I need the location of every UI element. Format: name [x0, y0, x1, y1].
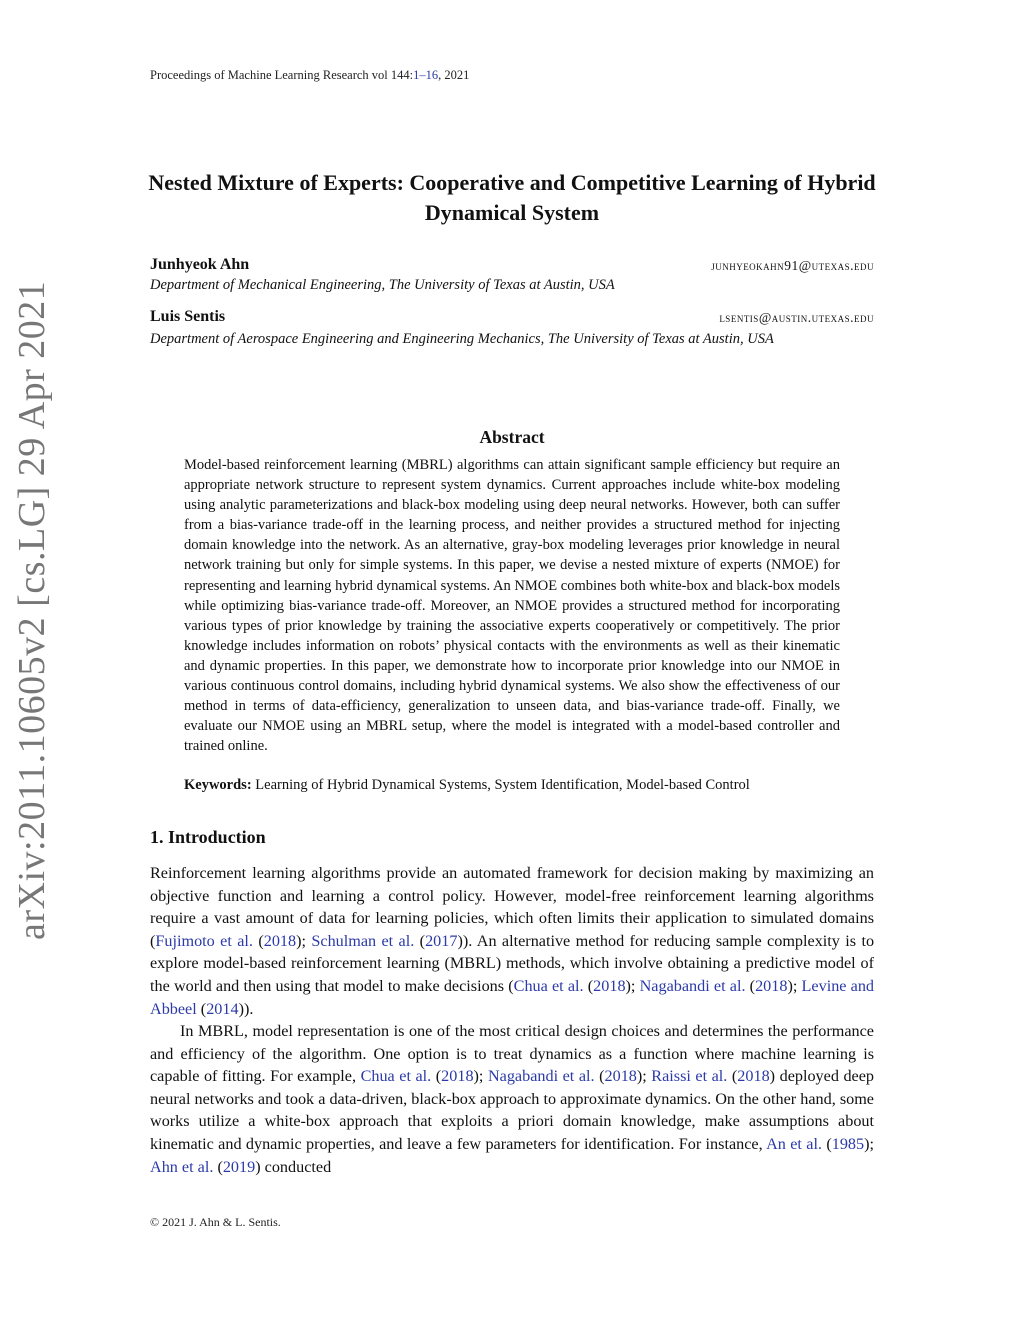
citation-link[interactable]: Ahn et al.	[150, 1157, 214, 1176]
header-suffix: , 2021	[438, 68, 470, 82]
citation-link[interactable]: Nagabandi et al.	[639, 976, 746, 995]
paragraph-text: (	[821, 1134, 832, 1153]
section-heading-introduction: 1. Introduction	[150, 827, 266, 847]
keywords-label: Keywords:	[184, 777, 252, 793]
paragraph-text: (	[583, 976, 594, 995]
abstract-heading: Abstract	[479, 427, 545, 447]
citation-link[interactable]: 2017	[425, 931, 458, 950]
paragraph-text: (	[213, 1157, 223, 1176]
citation-link[interactable]: Schulman et al.	[311, 931, 415, 950]
keywords-list: Learning of Hybrid Dynamical Systems, System Identification, Model-based Control	[255, 777, 750, 793]
paragraph-text: ) deployed deep neural networks and took a data-driven, black-box approach to approximate dynamics. On the other hand, some works utilize a white-box approach that exploits a priori domain knowledge, make assumptions about kinematic and dynamic properties, and leave a few parameters for identification. For instance,	[150, 1067, 875, 1153]
email-2-at: @	[758, 310, 772, 325]
citation-link[interactable]: Levine and Abbeel	[150, 976, 875, 1018]
intro-paragraph-2	[150, 1020, 874, 1178]
paragraph-text: (	[252, 931, 264, 950]
citation-link[interactable]: Chua et al.	[360, 1067, 432, 1086]
email-1-at: 91@	[784, 258, 812, 273]
paragraph-text: );	[787, 976, 802, 995]
citation-link[interactable]: 2018	[755, 976, 788, 995]
citation-link[interactable]: 2018	[263, 931, 297, 950]
author-email-2[interactable]	[719, 310, 874, 326]
citation-link[interactable]: Nagabandi et al.	[487, 1067, 595, 1086]
email-2-user: lsentis	[719, 310, 759, 325]
citation-link[interactable]: 1985	[831, 1134, 865, 1153]
paragraph-text: Reinforcement learning algorithms provide an automated framework for decision making by maximizing an objective function and learning a control policy. However, model-free reinforcement learning algorithms require a vast amount of data for learning policies, which often limits their application to simulated domains (	[150, 864, 874, 950]
header-pages-link[interactable]: 1–16	[413, 68, 439, 82]
author-department-2: Department of Aerospace Engineering and Engineering Mechanics, The University of Texas at Austin, USA	[150, 331, 774, 347]
paragraph-text: ) conducted	[255, 1157, 332, 1176]
citation-link[interactable]: Chua et al.	[513, 976, 584, 995]
author-name-2: Luis Sentis	[150, 308, 226, 325]
paragraph-text: (	[745, 976, 756, 995]
arxiv-side-stamp: arXiv:2011.10605v2 [cs.LG] 29 Apr 2021	[11, 280, 53, 940]
paragraph-text: );	[473, 1067, 488, 1086]
paragraph-text: );	[864, 1134, 874, 1153]
citation-link[interactable]: 2018	[604, 1067, 637, 1086]
citation-link[interactable]: An et al.	[766, 1134, 822, 1153]
citation-link[interactable]: 2018	[441, 1067, 474, 1086]
keywords	[184, 777, 750, 794]
abstract-text: Model-based reinforcement learning (MBRL) algorithms can attain significant sample efficiency but require an appropriate network structure to represent system dynamics. Current approaches include white-box modeling using analytic parameterizations and black-box modeling using deep neural networks. However, both can suffer from a bias-variance trade-off in the learning process, and neither provides a structured method for injecting domain knowledge into the network. As an alternative, gray-box modeling leverages prior knowledge in neural network training but only for simple systems. In this paper, we devise a nested mixture of experts (NMOE) for representing and learning hybrid dynamical systems. An NMOE combines both white-box and black-box models while optimizing bias-variance trade-off. Moreover, an NMOE provides a structured method for incorporating various types of prior knowledge by training the associative experts cooperatively or competitively. The prior knowledge includes information on robots’ physical contacts with the environments as well as their kinematic and dynamic properties. In this paper, we demonstrate how to incorporate prior knowledge into our NMOE in various continuous control domains, including hybrid dynamical systems. We also show the effectiveness of our method in terms of data-efficiency, generalization to unseen data, and bias-variance trade-off. Finally, we evaluate our NMOE using an MBRL setup, where the model is integrated with a model-based controller and trained online.	[184, 457, 840, 755]
paragraph-text: (	[431, 1067, 442, 1086]
citation-link[interactable]: 2014	[206, 999, 239, 1018]
email-1-user: junhyeokahn	[711, 258, 785, 273]
email-1-domain: utexas.edu	[811, 258, 874, 273]
paragraph-text: );	[636, 1067, 652, 1086]
citation-link[interactable]: Raissi et al.	[651, 1067, 728, 1086]
paragraph-text: )).	[238, 999, 254, 1018]
citation-link[interactable]: 2019	[222, 1157, 256, 1176]
running-header	[150, 68, 469, 83]
header-prefix: Proceedings of Machine Learning Research vol 144:	[150, 68, 414, 82]
paragraph-text: );	[296, 931, 312, 950]
copyright-footer: © 2021 J. Ahn & L. Sentis.	[150, 1215, 281, 1229]
paragraph-text: (	[414, 931, 426, 950]
author-email-1[interactable]	[711, 258, 874, 274]
paragraph-text: In MBRL, model representation is one of the most critical design choices and determines the performance and efficiency of the algorithm. One option is to treat dynamics as a function where machine learning is capable of fitting. For example,	[150, 1022, 874, 1086]
email-2-domain: austin.utexas.edu	[771, 310, 874, 325]
paragraph-text: )). An alternative method for reducing sample complexity is to explore model-based reinforcement learning (MBRL) methods, which involve obtaining a predictive model of the world and then using that model to make decisions (	[150, 931, 875, 995]
paper-title: Nested Mixture of Experts: Cooperative and Competitive Learning of Hybrid Dynamical System	[148, 170, 876, 225]
citation-link[interactable]: 2018	[737, 1067, 770, 1086]
author-name-1: Junhyeok Ahn	[150, 256, 250, 273]
paragraph-text: );	[625, 976, 640, 995]
paragraph-text: (	[196, 999, 207, 1018]
paragraph-text: (	[594, 1067, 605, 1086]
citation-link[interactable]: 2018	[593, 976, 626, 995]
citation-link[interactable]: Fujimoto et al.	[155, 931, 253, 950]
intro-paragraph-1	[150, 862, 874, 1020]
paragraph-text: (	[727, 1067, 738, 1086]
author-department-1: Department of Mechanical Engineering, The University of Texas at Austin, USA	[150, 277, 615, 293]
